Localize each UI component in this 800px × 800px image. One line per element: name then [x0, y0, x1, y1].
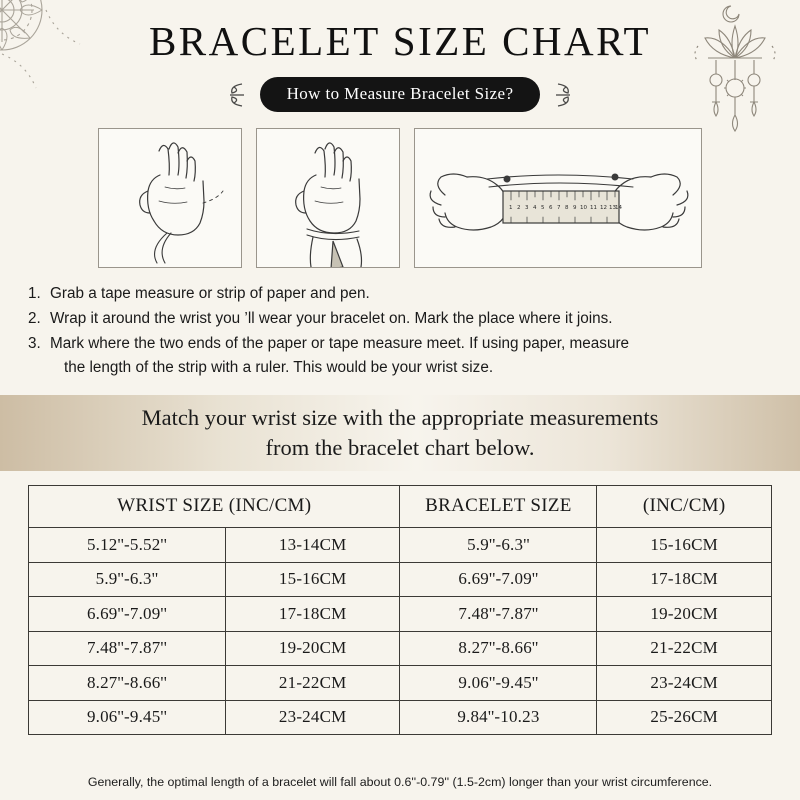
band-text-line1: Match your wrist size with the appropriate measurements [141, 405, 659, 431]
svg-text:8: 8 [565, 205, 569, 211]
swirl-flourish-icon [554, 80, 580, 110]
match-instruction-band [0, 395, 800, 471]
footnote: Generally, the optimal length of a bracelet will fall about 0.6''-0.79'' (1.5-2cm) longer than your wrist circumference. [87, 775, 713, 789]
bracelet-size-table [28, 485, 772, 735]
svg-text:9: 9 [573, 205, 577, 211]
band-text-line2: from the bracelet chart below. [265, 435, 535, 461]
step-text-line2: the length of the strip with a ruler. This would be your wrist size. [64, 359, 494, 377]
table-header-bracelet-size: BRACELET SIZE [400, 486, 597, 528]
cell-wrist-inch: 5.9''-6.3'' [29, 562, 226, 597]
cell-wrist-cm: 23-24CM [225, 700, 400, 735]
subtitle-pill: How to Measure Bracelet Size? [260, 77, 541, 112]
measuring-paper-strip-with-ruler-illustration [414, 128, 702, 268]
cell-bracelet-inch: 5.9''-6.3'' [400, 528, 597, 563]
hand-with-tape-measure-illustration [98, 128, 242, 268]
hand-wrapping-paper-around-wrist-illustration [256, 128, 400, 268]
table-row [29, 700, 772, 735]
svg-text:5: 5 [541, 205, 545, 211]
cell-bracelet-cm: 25-26CM [597, 700, 772, 735]
cell-wrist-inch: 6.69''-7.09'' [29, 597, 226, 632]
svg-text:7: 7 [557, 205, 561, 211]
step-text: Grab a tape measure or strip of paper and pen. [50, 285, 370, 302]
cell-bracelet-inch: 6.69''-7.09'' [400, 562, 597, 597]
list-item [28, 307, 776, 332]
step-text: Wrap it around the wrist you ’ll wear your bracelet on. Mark the place where it joins. [50, 309, 613, 327]
svg-text:1: 1 [509, 205, 513, 211]
table-header-wrist-size: WRIST SIZE (INC/CM) [29, 486, 400, 528]
measure-steps-list [0, 282, 800, 381]
list-item [28, 282, 776, 307]
step-number: 2. [28, 309, 41, 327]
cell-wrist-inch: 5.12''-5.52'' [29, 528, 226, 563]
swirl-flourish-icon [220, 80, 246, 110]
svg-text:3: 3 [525, 205, 529, 211]
cell-wrist-cm: 21-22CM [225, 666, 400, 701]
table-header-bracelet-unit: (INC/CM) [597, 486, 772, 528]
svg-text:13: 13 [609, 205, 616, 211]
cell-wrist-cm: 15-16CM [225, 562, 400, 597]
cell-bracelet-inch: 7.48''-7.87'' [400, 597, 597, 632]
page-title: BRACELET SIZE CHART [148, 18, 652, 64]
cell-wrist-inch: 8.27''-8.66'' [29, 666, 226, 701]
svg-text:14: 14 [615, 205, 622, 211]
cell-bracelet-inch: 9.06''-9.45'' [400, 666, 597, 701]
cell-wrist-inch: 7.48''-7.87'' [29, 631, 226, 666]
cell-bracelet-cm: 23-24CM [597, 666, 772, 701]
cell-bracelet-inch: 9.84''-10.23 [400, 700, 597, 735]
table-header-row [29, 486, 772, 528]
table-row [29, 631, 772, 666]
size-table-wrapper [0, 485, 800, 735]
cell-bracelet-inch: 8.27''-8.66'' [400, 631, 597, 666]
table-row [29, 562, 772, 597]
illustration-row [0, 128, 800, 268]
cell-bracelet-cm: 19-20CM [597, 597, 772, 632]
svg-text:10: 10 [580, 205, 587, 211]
step-number: 3. [28, 334, 41, 352]
table-row [29, 597, 772, 632]
svg-text:6: 6 [549, 205, 553, 211]
step-text [50, 332, 776, 382]
svg-text:2: 2 [517, 205, 521, 211]
cell-bracelet-cm: 21-22CM [597, 631, 772, 666]
step-number: 1. [28, 285, 41, 302]
cell-wrist-cm: 17-18CM [225, 597, 400, 632]
cell-bracelet-cm: 17-18CM [597, 562, 772, 597]
cell-wrist-inch: 9.06''-9.45'' [29, 700, 226, 735]
cell-wrist-cm: 19-20CM [225, 631, 400, 666]
table-row [29, 528, 772, 563]
list-item [28, 332, 776, 382]
table-row [29, 666, 772, 701]
svg-text:11: 11 [590, 205, 597, 211]
svg-text:4: 4 [533, 205, 537, 211]
step-text-line1: Mark where the two ends of the paper or tape measure meet. If using paper, measure [50, 334, 630, 352]
band-text [142, 403, 659, 462]
cell-wrist-cm: 13-14CM [225, 528, 400, 563]
cell-bracelet-cm: 15-16CM [597, 528, 772, 563]
subtitle-row [0, 77, 800, 112]
svg-text:12: 12 [600, 205, 607, 211]
